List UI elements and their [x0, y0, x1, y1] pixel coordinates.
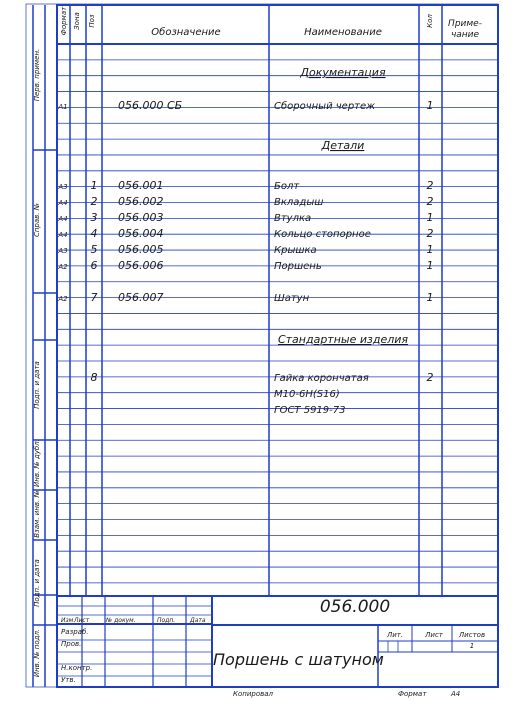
- header-note-line2: чание: [450, 30, 480, 40]
- header-pos: Поз: [88, 14, 96, 28]
- cell-format: A2: [58, 295, 68, 303]
- cell-qty: 1: [426, 211, 434, 224]
- tb-col-sign: Подп.: [157, 617, 176, 624]
- cell-name: Гайка корончатая: [274, 373, 369, 384]
- cell-designation: 056.001: [118, 179, 164, 192]
- cell-name: Сборочный чертеж: [274, 101, 376, 112]
- tb-col-sheet: Лист: [74, 617, 90, 624]
- cell-qty: 2: [426, 179, 434, 192]
- cell-pos: 1: [90, 179, 98, 192]
- side-label-orig-inv-no: Инв. № подл.: [33, 628, 41, 678]
- cell-qty: 1: [426, 291, 434, 304]
- cell-pos: 6: [90, 259, 98, 272]
- cell-name: Кольцо стопорное: [274, 229, 371, 240]
- cell-qty: 1: [426, 259, 434, 272]
- side-label-dup-inv-no: Инв. № дубл.: [33, 439, 41, 487]
- side-label-reference-no: Справ. №: [33, 202, 41, 238]
- cell-name: ГОСТ 5919-73: [274, 405, 346, 416]
- cell-name: Вкладыш: [274, 197, 324, 208]
- cell-pos: 7: [90, 291, 98, 304]
- section-heading: Детали: [321, 139, 365, 152]
- doc-number: 056.000: [319, 597, 391, 617]
- footer-format-label: Формат: [398, 690, 427, 698]
- header-qty: Кол: [426, 14, 434, 28]
- cell-pos: 3: [90, 211, 98, 224]
- cell-qty: 2: [426, 371, 434, 384]
- cell-pos: 5: [90, 243, 98, 256]
- tb-col-doc-no: № докум.: [106, 617, 136, 624]
- cell-designation: 056.007: [118, 291, 164, 304]
- cell-qty: 1: [426, 99, 434, 112]
- tb-col-change: Изм: [61, 617, 74, 624]
- spec-rows: [57, 66, 433, 416]
- header-designation: Обозначение: [151, 27, 221, 38]
- cell-designation: 056.003: [118, 211, 164, 224]
- cell-pos: 8: [90, 371, 98, 384]
- cell-name: M10-6H(S16): [274, 389, 340, 400]
- cell-qty: 2: [426, 227, 434, 240]
- side-label-sign-date-1: Подп. и дата: [33, 361, 41, 409]
- header-note-line1: Приме-: [448, 19, 482, 29]
- tb-role-developer: Разраб.: [61, 628, 89, 636]
- cell-name: Болт: [274, 181, 300, 192]
- cell-name: Шатун: [274, 293, 310, 304]
- footer-format-value: A4: [451, 690, 461, 698]
- cell-qty: 1: [426, 243, 434, 256]
- cell-format: A4: [58, 231, 68, 239]
- cell-format: A2: [58, 263, 68, 271]
- cell-designation: 056.002: [118, 195, 164, 208]
- cell-format: A1: [58, 103, 68, 111]
- header-format: Формат: [60, 6, 68, 36]
- cell-format: A3: [58, 183, 68, 191]
- cell-name: Крышка: [274, 245, 317, 256]
- cell-designation: 056.005: [118, 243, 164, 256]
- footer-copied: Копировал: [233, 690, 273, 698]
- tb-role-checker: Пров.: [61, 640, 82, 648]
- cell-format: A4: [58, 215, 68, 223]
- cell-qty: 2: [426, 195, 434, 208]
- tb-role-norm: Н.контр.: [61, 664, 93, 672]
- cell-name: Поршень: [274, 261, 322, 272]
- side-label-sign-date-2: Подп. и дата: [33, 559, 41, 607]
- section-heading: Документация: [300, 66, 386, 79]
- header-zone: Зона: [73, 12, 81, 30]
- drawing-title: Поршень с шатуном: [213, 650, 384, 669]
- tb-sheets-count: 1: [469, 642, 475, 650]
- side-label-first-use: Перв. примен.: [33, 48, 41, 102]
- tb-sheets-label: Листов: [458, 631, 486, 639]
- cell-pos: 2: [90, 195, 98, 208]
- tb-col-date: Дата: [190, 617, 206, 624]
- header-name: Наименование: [304, 27, 382, 38]
- cell-designation: 056.006: [118, 259, 164, 272]
- cell-format: A4: [58, 199, 68, 207]
- cell-format: A3: [58, 247, 68, 255]
- tb-role-approver: Утв.: [61, 676, 76, 684]
- cell-designation: 056.004: [118, 227, 164, 240]
- side-label-replaced-inv-no: Взам. инв. №: [33, 490, 41, 538]
- section-heading: Стандартные изделия: [277, 333, 409, 346]
- tb-sheet-label: Лист: [425, 631, 443, 639]
- cell-pos: 4: [90, 227, 98, 240]
- cell-name: Втулка: [274, 213, 312, 224]
- cell-designation: 056.000 СБ: [118, 99, 183, 112]
- tb-lit-label: Лит.: [386, 631, 404, 639]
